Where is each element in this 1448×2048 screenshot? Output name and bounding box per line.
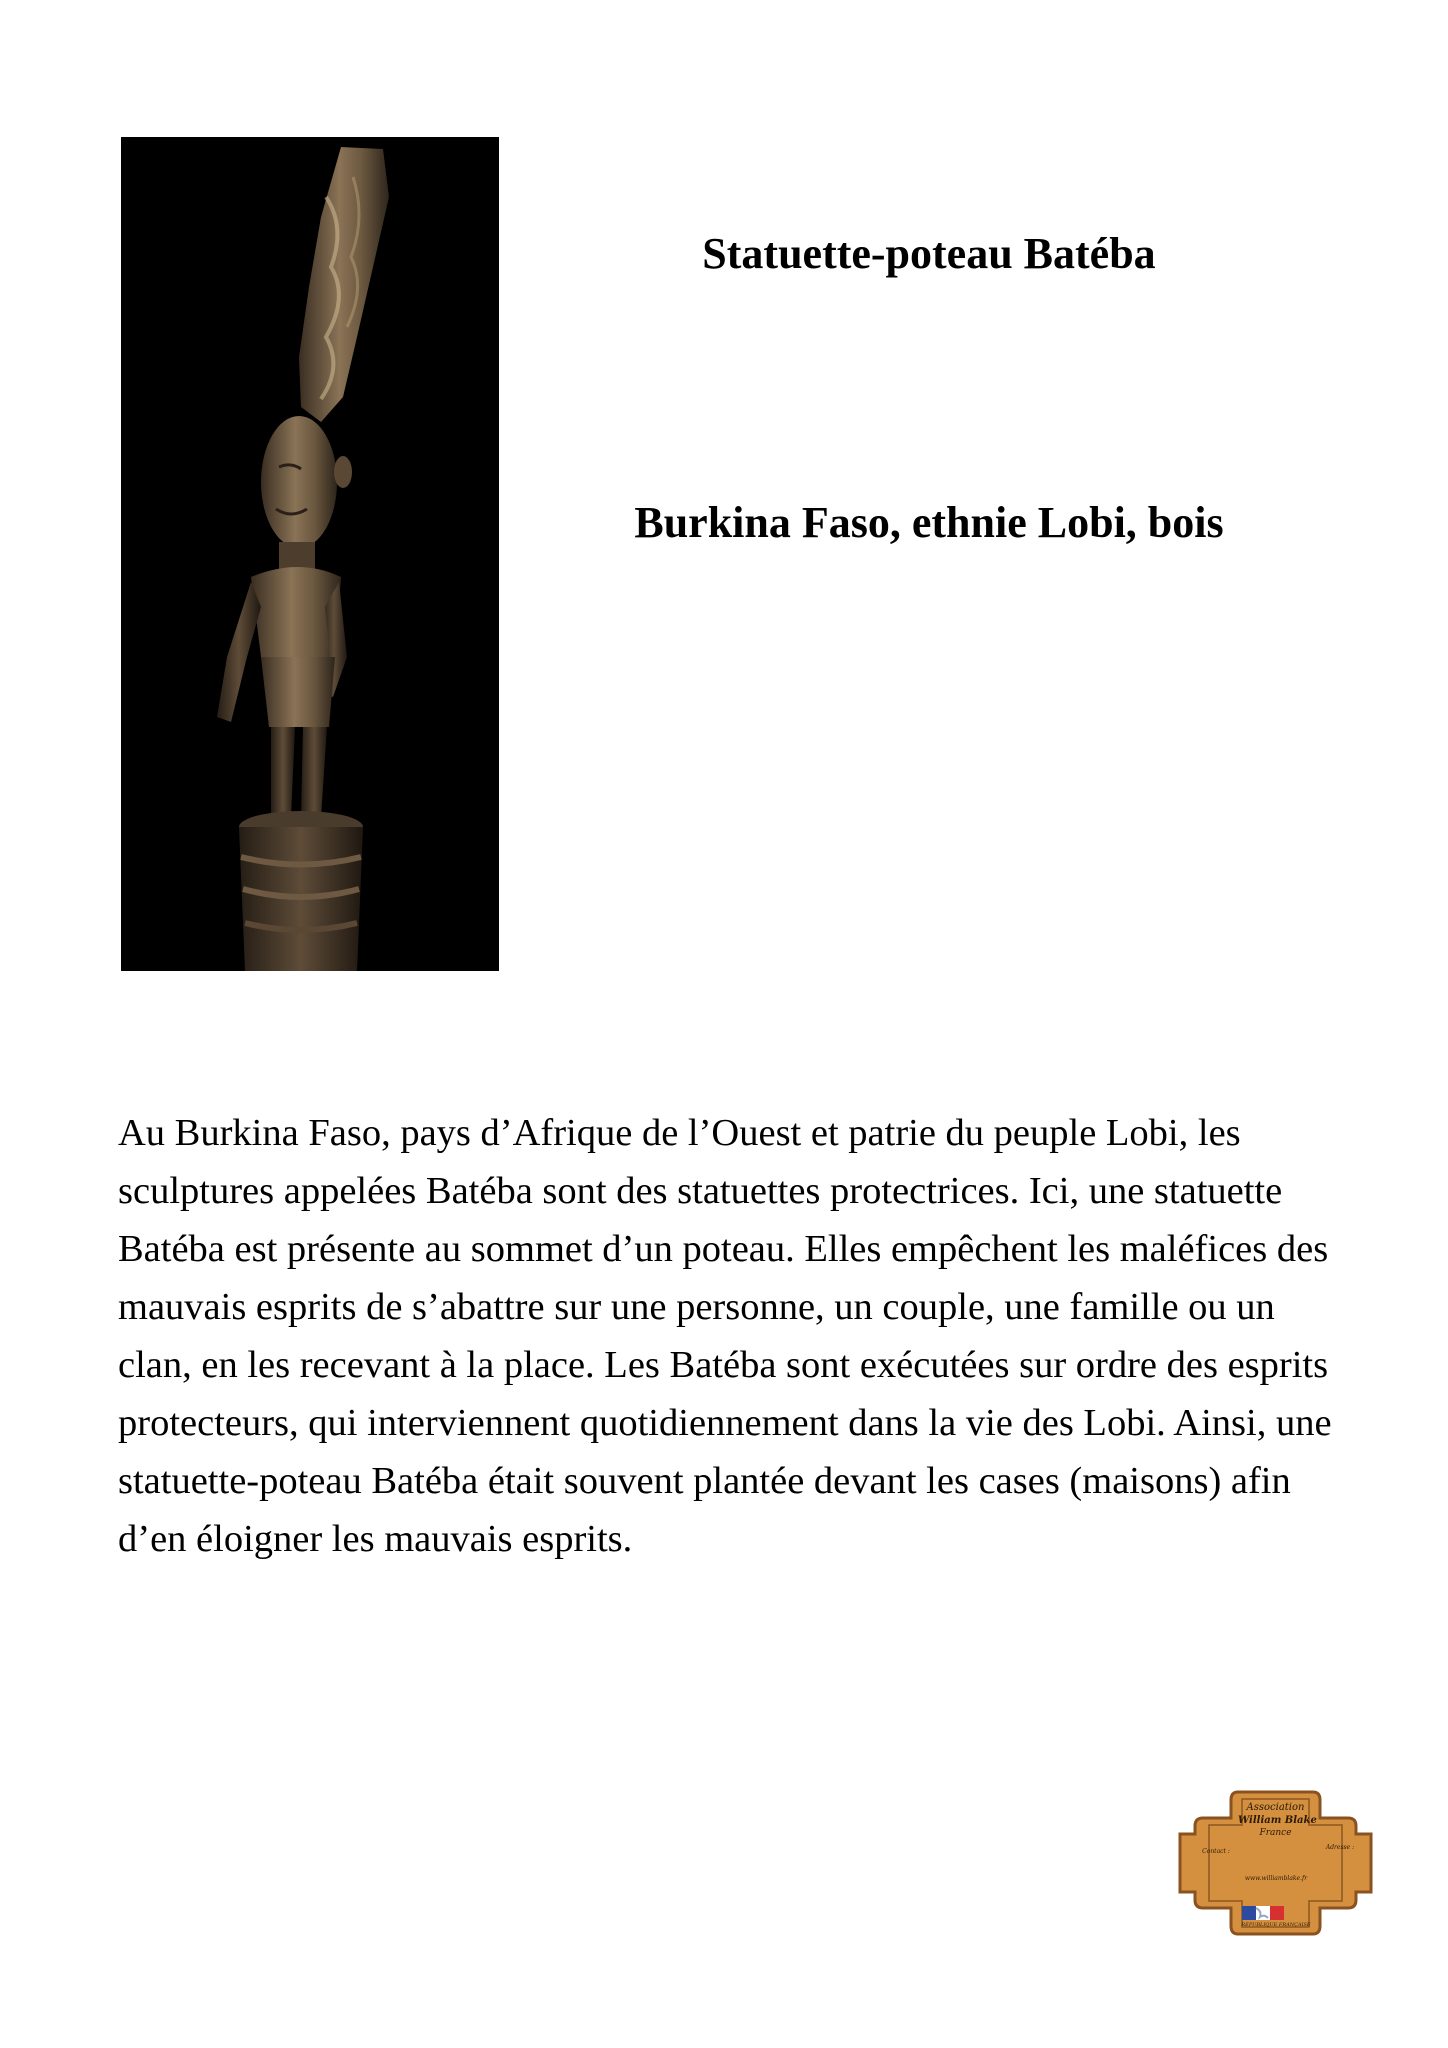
stamp-name-line3: France xyxy=(1259,1828,1292,1838)
statuette-photo xyxy=(121,137,499,971)
stamp-contact-label: Contact : xyxy=(1202,1848,1230,1855)
association-stamp xyxy=(1178,1790,1373,1936)
body-paragraph: Au Burkina Faso, pays d’Afrique de l’Ouest et patrie du peuple Lobi, les sculptures appelées Batéba sont des statuettes protectrices. Ici, une statuette Batéba est présente au sommet d’un poteau. Elles empêchent les maléfices des mauvais esprits de s’abattre sur une personne, un couple, une famille ou un clan, en les recevant à la place. Les Batéba sont exécutées sur ordre des esprits protecteurs, qui interviennent quotidiennement dans la vie des Lobi. Ainsi, une statuette-poteau Batéba était souvent plantée devant les cases (maisons) afin d’en éloigner les mauvais esprits. xyxy=(118,1112,1332,1560)
stamp-address-label: Adresse : xyxy=(1325,1844,1355,1851)
document-subtitle: Burkina Faso, ethnie Lobi, bois xyxy=(634,498,1224,547)
statuette-image xyxy=(121,137,499,971)
stamp-website: www.williamblake.fr xyxy=(1244,1875,1308,1882)
stamp-footer: RÉPUBLIQUE FRANÇAISE xyxy=(1241,1922,1311,1928)
stamp-name-line2: William Blake xyxy=(1238,1815,1317,1826)
document-title: Statuette-poteau Batéba xyxy=(702,229,1156,278)
stamp-name-line1: Association xyxy=(1246,1802,1305,1813)
